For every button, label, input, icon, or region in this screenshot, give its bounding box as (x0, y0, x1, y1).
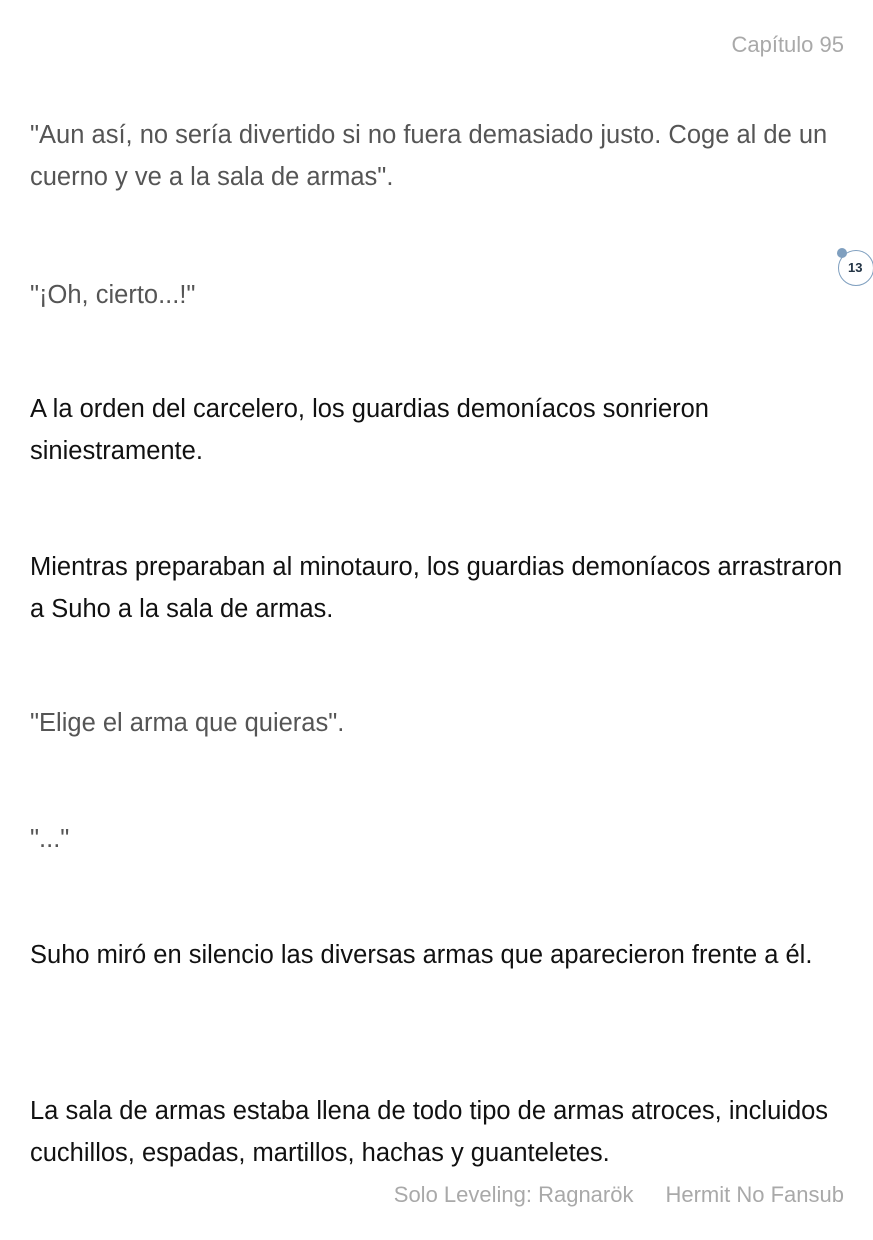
paragraph-dialogue: "Aun así, no sería divertido si no fuera demasiado justo. Coge al de un cuerno y ve a la sala de armas". (30, 121, 828, 191)
progress-count: 13 (848, 260, 863, 275)
paragraph-dialogue: "¡Oh, cierto...!" (30, 281, 196, 309)
paragraph-narration: Mientras preparaban al minotauro, los guardias demoníacos arrastraron a Suho a la sala de armas. (30, 553, 843, 623)
paragraph-dialogue: "Elige el arma que quieras". (30, 709, 345, 737)
translator-credit: Hermit No Fansub (665, 1182, 844, 1207)
paragraph-dialogue: "..." (30, 825, 70, 853)
chapter-title: Capítulo 95 (731, 32, 844, 57)
paragraph-narration: Suho miró en silencio las diversas armas que aparecieron frente a él. (30, 941, 813, 969)
paragraph-narration: A la orden del carcelero, los guardias demoníacos sonrieron siniestramente. (30, 395, 709, 465)
book-title: Solo Leveling: Ragnarök (393, 1182, 634, 1207)
progress-dot-icon (837, 248, 847, 258)
paragraph-narration: La sala de armas estaba llena de todo tipo de armas atroces, incluidos cuchillos, espadas, martillos, hachas y guanteletes. (30, 1097, 829, 1167)
page-footer (394, 1182, 844, 1208)
